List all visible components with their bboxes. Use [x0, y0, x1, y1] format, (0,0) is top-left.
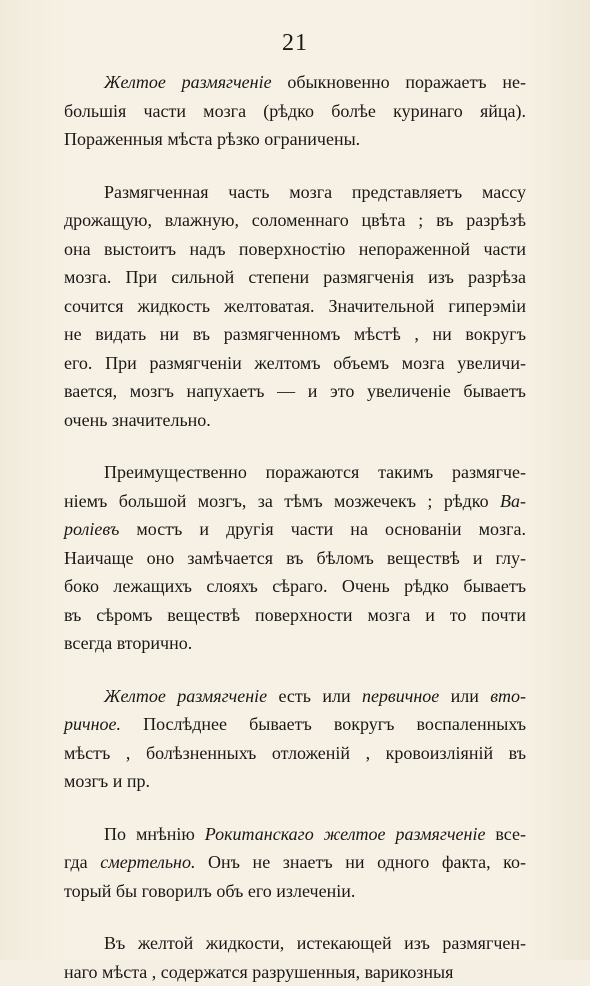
text-run: мостъ и другія части на основаніи мозга. [119, 519, 526, 539]
text-line [64, 739, 526, 768]
text-line [64, 544, 526, 573]
text-run: Послѣднее бываетъ вокругъ воспаленныхъ [121, 714, 526, 734]
text-run: мозга. При сильной степени размягченія изъ разрѣза [64, 267, 526, 287]
text-line [64, 877, 526, 906]
text-run: сочится жидкость желтоватая. Значительной гиперэміи [64, 296, 526, 316]
text-line [64, 487, 526, 516]
text-line [64, 601, 526, 630]
text-line [64, 206, 526, 235]
italic-text: смертельно. [100, 852, 195, 872]
text-line [64, 710, 526, 739]
text-run: большія части мозга (рѣдко болѣе куринаго яйца). [64, 101, 526, 121]
paragraph [64, 178, 526, 435]
text-line [64, 458, 526, 487]
text-line [64, 958, 526, 986]
paragraph-gap [64, 796, 526, 820]
text-run: въ сѣромъ веществѣ поверхности мозга и то почти [64, 605, 526, 625]
paragraph [64, 68, 526, 154]
paragraph [64, 820, 526, 906]
text-line [64, 848, 526, 877]
text-run: боко лежащихъ слояхъ сѣраго. Очень рѣдко бываетъ [64, 576, 526, 596]
text-line [64, 406, 526, 435]
text-line [64, 515, 526, 544]
text-line [64, 178, 526, 207]
text-run: она выстоитъ надъ поверхностію непораженной части [64, 239, 526, 259]
text-line [64, 767, 526, 796]
text-run: или [439, 686, 490, 706]
text-run: Онъ не знаетъ ни одного факта, ко- [195, 852, 526, 872]
text-line [64, 292, 526, 321]
text-run: все- [485, 824, 526, 844]
italic-text: Рокитанскаго желтое размягченіе [205, 824, 486, 844]
italic-text: вто- [490, 686, 526, 706]
text-line [64, 820, 526, 849]
text-run: По мнѣнію [104, 824, 205, 844]
text-run: Преимущественно поражаются такимъ размягче- [104, 462, 526, 482]
text-line [64, 97, 526, 126]
paragraph-gap [64, 905, 526, 929]
text-line [64, 682, 526, 711]
paragraph [64, 929, 526, 986]
paragraph [64, 458, 526, 658]
text-run: Въ желтой жидкости, истекающей изъ размягчен- [104, 933, 526, 953]
paragraph-gap [64, 658, 526, 682]
text-line [64, 377, 526, 406]
italic-text: первичное [362, 686, 439, 706]
italic-text: роліевъ [64, 519, 119, 539]
text-line [64, 68, 526, 97]
text-run: очень значительно. [64, 410, 211, 430]
italic-text: Желтое размягченіе [104, 686, 267, 706]
text-line [64, 572, 526, 601]
text-run: всегда вторично. [64, 633, 192, 653]
text-run: мѣстъ , болѣзненныхъ отложеній , кровоизліяній въ [64, 743, 526, 763]
italic-text: Желтое размягченіе [104, 72, 272, 92]
page-number: 21 [0, 30, 590, 57]
text-line [64, 263, 526, 292]
text-run: наго мѣста , содержатся разрушенныя, варикозныя [64, 962, 453, 982]
text-line [64, 929, 526, 958]
text-run: Размягченная часть мозга представляетъ массу [104, 182, 526, 202]
text-run: его. При размягченіи желтомъ объемъ мозга увеличи- [64, 353, 526, 373]
text-run: вается, мозгъ напухаетъ — и это увеличеніе бываетъ [64, 381, 526, 401]
text-run: не видать ни въ размягченномъ мѣстѣ , ни вокругъ [64, 324, 526, 344]
text-run: гда [64, 852, 100, 872]
paragraph [64, 682, 526, 796]
paragraph-gap [64, 434, 526, 458]
text-run: Пораженныя мѣста рѣзко ограничены. [64, 129, 360, 149]
text-line [64, 125, 526, 154]
text-run: есть или [267, 686, 362, 706]
text-line [64, 629, 526, 658]
text-line [64, 320, 526, 349]
text-run: обыкновенно поражаетъ не- [272, 72, 526, 92]
text-run: мозгъ и пр. [64, 771, 150, 791]
text-line [64, 235, 526, 264]
text-run: Наичаще оно замѣчается въ бѣломъ веществѣ и глу- [64, 548, 526, 568]
text-line [64, 349, 526, 378]
text-run: торый бы говорилъ объ его излеченіи. [64, 881, 355, 901]
text-run: дрожащую, влажную, соломеннаго цвѣта ; въ разрѣзѣ [64, 210, 526, 230]
italic-text: ричное. [64, 714, 121, 734]
paragraph-gap [64, 154, 526, 178]
body-text [64, 68, 526, 986]
italic-text: Ва- [500, 491, 526, 511]
text-run: ніемъ большой мозгъ, за тѣмъ мозжечекъ ; рѣдко [64, 491, 500, 511]
